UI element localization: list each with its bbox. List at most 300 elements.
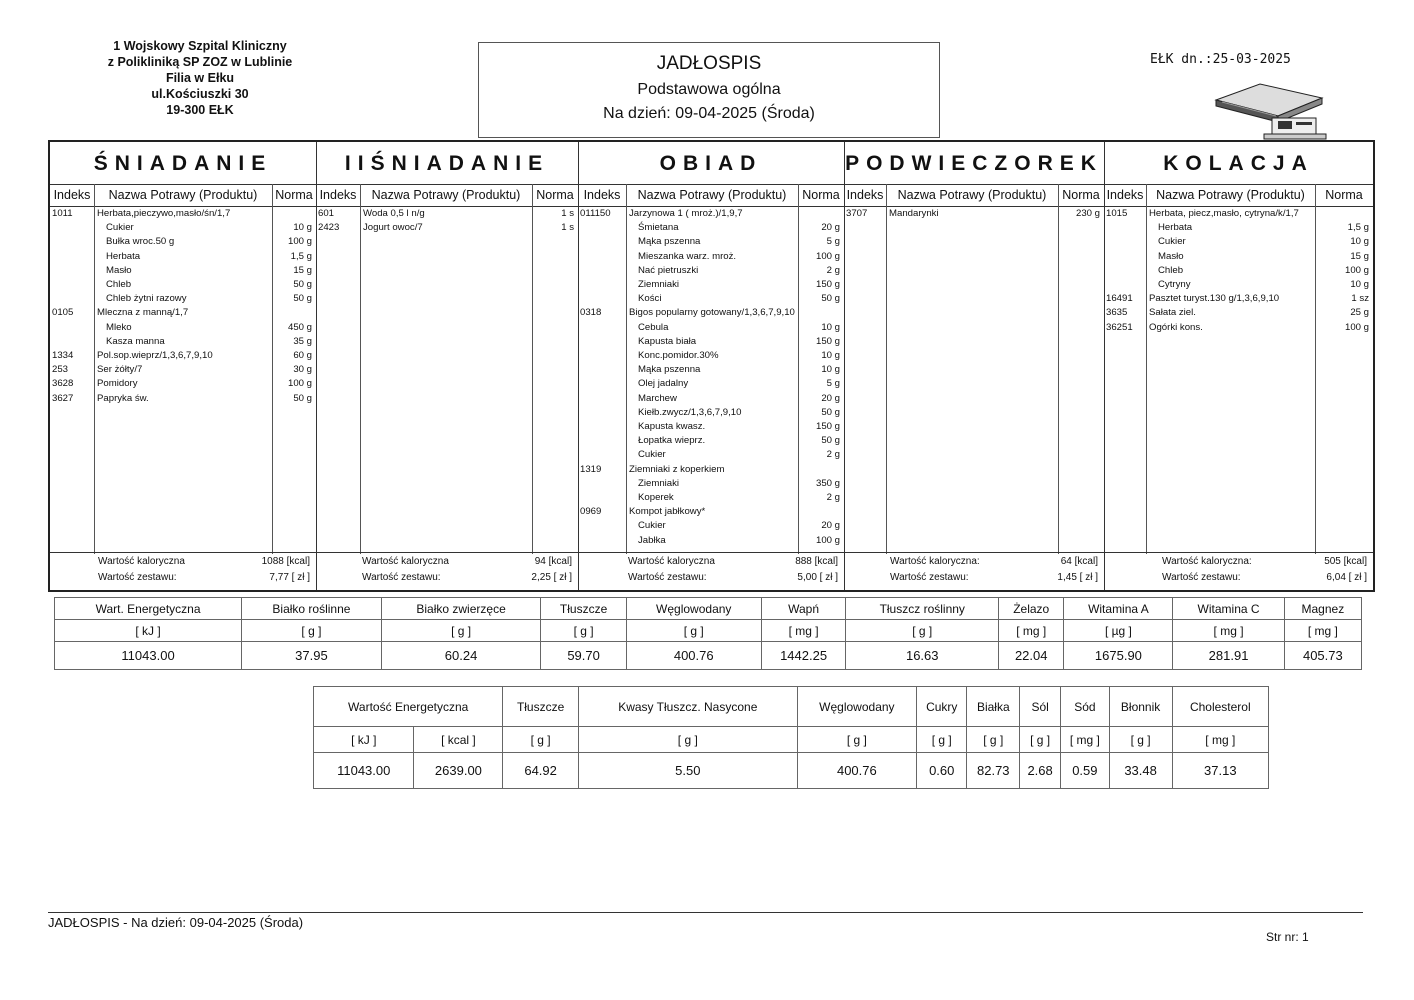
item-name: Mleczna z manną/1,7 [97, 307, 189, 319]
item-index: 3635 [1106, 307, 1128, 319]
column-header-index: Indeks [319, 188, 357, 202]
item-name: Herbata, piecz,masło, cytryna/k/1,7 [1149, 208, 1299, 219]
item-norm: 2 g [826, 449, 840, 461]
item-index: 3627 [52, 392, 74, 404]
nut2-value: 0.59 [1061, 753, 1109, 789]
column-headers [578, 184, 844, 207]
nut1-header: Tłuszcz roślinny [846, 598, 999, 620]
nut1-unit: [ µg ] [1064, 620, 1173, 642]
calorie-value: 94 [kcal] [534, 556, 572, 567]
item-name: Kiełb.zwycz/1,3,6,7,9,10 [638, 406, 742, 418]
totals-divider [50, 552, 316, 553]
item-name: Ogórki kons. [1149, 321, 1203, 333]
nut2-value: 400.76 [797, 753, 916, 789]
column-header-name: Nazwa Potrawy (Produktu) [108, 188, 258, 202]
item-norm: 50 g [293, 279, 312, 290]
calorie-value: 888 [kcal] [795, 556, 838, 567]
menu-item-row [578, 492, 844, 506]
column-header-norm: Norma [275, 188, 313, 202]
menu-item-row [50, 293, 316, 307]
nut2-unit: [ mg ] [1172, 727, 1268, 753]
item-name: Konc.pomidor.30% [638, 350, 719, 361]
item-norm: 350 g [815, 477, 840, 489]
item-name: Bigos popularny gotowany/1,3,6,7,9,10 [629, 307, 795, 319]
column-header-name: Nazwa Potrawy (Produktu) [371, 188, 521, 202]
item-norm: 10 g [821, 321, 840, 333]
document-title: JADŁOSPIS [656, 53, 762, 74]
column-header-name: Nazwa Potrawy (Produktu) [897, 188, 1047, 202]
menu-item-row [50, 208, 316, 222]
item-name: Cukier [638, 449, 666, 461]
footer-title: JADŁOSPIS - Na dzień: 09-04-2025 (Środa) [48, 915, 304, 930]
item-name: Pol.sop.wieprz/1,3,6,7,9,10 [97, 350, 213, 361]
column-header-name: Nazwa Potrawy (Produktu) [1156, 188, 1305, 202]
item-name: Masło [106, 264, 132, 276]
item-norm: 10 g [1350, 279, 1369, 290]
nut2-unit: [ g ] [1109, 727, 1172, 753]
item-norm: 50 g [821, 435, 840, 447]
item-norm: 150 g [815, 421, 840, 432]
item-norm: 2 g [826, 492, 840, 503]
diet-name: Podstawowa ogólna [637, 81, 781, 98]
menu-item-row [50, 322, 316, 336]
nut1-unit: [ mg ] [999, 620, 1064, 642]
nut1-header: Wart. Energetyczna [55, 598, 242, 620]
nut2-unit: [ mg ] [1061, 727, 1109, 753]
menu-item-row [578, 293, 844, 307]
meal-title: KOLACJA [1104, 142, 1373, 185]
nut1-value: 400.76 [626, 642, 761, 670]
menu-item-row [50, 222, 316, 236]
item-name: Sałata ziel. [1149, 307, 1196, 319]
totals-divider [578, 552, 844, 553]
hospital-line-1: 1 Wojskowy Szpital Kliniczny [113, 39, 287, 53]
item-name: Śmietana [638, 222, 679, 234]
menu-item-row [578, 307, 844, 321]
cost-value: 1,45 [ zł ] [1057, 572, 1098, 583]
item-name: Nać pietruszki [638, 264, 699, 276]
menu-item-row [50, 251, 316, 265]
item-norm: 100 g [1344, 321, 1369, 333]
item-name: Kapusta kwasz. [638, 421, 706, 432]
item-name: Chleb żytni razowy [106, 293, 187, 305]
menu-item-row [1104, 251, 1373, 265]
item-norm: 20 g [821, 222, 840, 234]
item-norm: 450 g [287, 321, 312, 333]
item-index: 36251 [1106, 321, 1133, 333]
nut2-value: 64.92 [503, 753, 578, 789]
item-name: Cukier [1158, 236, 1186, 248]
item-norm: 1 s [561, 208, 574, 219]
item-name: Woda 0,5 l n/g [363, 208, 425, 219]
column-header-index: Indeks [1106, 188, 1144, 202]
calorie-value: 64 [kcal] [1060, 556, 1098, 567]
nut1-unit: [ g ] [381, 620, 541, 642]
hospital-line-5: 19-300 EŁK [166, 103, 234, 117]
totals-divider [844, 552, 1104, 553]
item-norm: 60 g [293, 350, 312, 361]
nut2-value: 5.50 [578, 753, 797, 789]
nut1-value: 16.63 [846, 642, 999, 670]
hospital-line-3: Filia w Ełku [165, 71, 235, 85]
nut2-unit: [ g ] [1020, 727, 1061, 753]
item-name: Olej jadalny [638, 378, 689, 390]
item-norm: 10 g [821, 364, 840, 376]
nut2-unit: [ g ] [578, 727, 797, 753]
nut2-value: 2639.00 [414, 753, 503, 789]
nut1-unit: [ g ] [541, 620, 626, 642]
item-norm: 1 s [561, 222, 574, 234]
nut1-unit: [ mg ] [1173, 620, 1284, 642]
cost-value: 7,77 [ zł ] [269, 572, 310, 583]
item-name: Bułka wroc.50 g [106, 236, 175, 248]
item-name: Cebula [638, 321, 669, 333]
calorie-label: Wartość kaloryczna: [890, 556, 980, 567]
column-header-norm: Norma [536, 188, 574, 202]
menu-item-row [578, 535, 844, 549]
print-date: EŁK dn.:25-03-2025 [1150, 52, 1291, 67]
nut1-header: Białko roślinne [242, 598, 382, 620]
item-index: 3707 [846, 208, 868, 219]
menu-item-row [578, 265, 844, 279]
nut2-header: Białka [967, 687, 1020, 727]
item-name: Mieszanka warz. mroż. [638, 250, 737, 262]
menu-item-row [578, 208, 844, 222]
menu-item-row [50, 350, 316, 364]
column-header-index: Indeks [583, 188, 621, 202]
column-header-norm: Norma [802, 188, 840, 202]
nut1-header: Węglowodany [626, 598, 761, 620]
menu-item-row [1104, 236, 1373, 250]
item-norm: 5 g [826, 378, 840, 390]
item-name: Cukier [106, 222, 134, 234]
item-norm: 100 g [1344, 264, 1369, 276]
nut2-value: 33.48 [1109, 753, 1172, 789]
calorie-label: Wartość kaloryczna [362, 556, 449, 567]
item-norm: 100 g [287, 236, 312, 248]
hospital-line-2: z Polikliniką SP ZOZ w Lublinie [107, 55, 293, 69]
menu-item-row [50, 236, 316, 250]
menu-item-row [578, 464, 844, 478]
item-norm: 230 g [1075, 208, 1100, 219]
column-headers [1104, 184, 1373, 207]
item-index: 0969 [580, 506, 602, 518]
hospital-address [70, 38, 330, 118]
item-norm: 50 g [821, 406, 840, 418]
item-norm: 1 sz [1351, 293, 1369, 305]
nut2-unit: [ g ] [967, 727, 1020, 753]
item-norm: 1,5 g [1347, 222, 1369, 234]
item-norm: 100 g [815, 250, 840, 262]
item-index: 1319 [580, 463, 602, 475]
meal-section [578, 142, 845, 590]
menu-item-row [578, 236, 844, 250]
cost-value: 5,00 [ zł ] [797, 572, 838, 583]
nut1-header: Wapń [761, 598, 846, 620]
menu-table [48, 140, 1375, 592]
item-name: Pomidory [97, 378, 138, 390]
menu-item-row [578, 421, 844, 435]
item-norm: 50 g [821, 293, 840, 305]
menu-item-row [578, 378, 844, 392]
item-index: 601 [318, 208, 335, 219]
nut1-value: 1675.90 [1064, 642, 1173, 670]
footer-divider [48, 912, 1363, 913]
nut1-value: 59.70 [541, 642, 626, 670]
item-index: 3628 [52, 378, 74, 390]
calorie-label: Wartość kaloryczna [628, 556, 715, 567]
column-header-index: Indeks [53, 188, 91, 202]
item-name: Jabłka [638, 534, 666, 546]
item-name: Jogurt owoc/7 [363, 222, 423, 234]
meal-title: OBIAD [578, 142, 844, 185]
item-name: Mleko [106, 321, 132, 333]
page-number: Str nr: 1 [1266, 930, 1309, 944]
menu-item-row [578, 279, 844, 293]
item-name: Papryka św. [97, 392, 149, 404]
menu-item-row [1104, 208, 1373, 222]
calorie-value: 505 [kcal] [1324, 556, 1367, 567]
nut2-header: Tłuszcze [503, 687, 578, 727]
menu-item-row [844, 208, 1104, 222]
item-name: Masło [1158, 250, 1184, 262]
meal-section [844, 142, 1105, 590]
column-headers [316, 184, 578, 207]
nut2-unit: [ g ] [503, 727, 578, 753]
item-name: Koperek [638, 492, 674, 503]
item-name: Cytryny [1158, 279, 1191, 290]
nut1-value: 22.04 [999, 642, 1064, 670]
menu-item-row [50, 364, 316, 378]
nut1-unit: [ mg ] [761, 620, 846, 642]
cost-label: Wartość zestawu: [628, 572, 707, 583]
item-name: Ziemniaki [638, 477, 680, 489]
cost-label: Wartość zestawu: [362, 572, 441, 583]
menu-item-row [578, 449, 844, 463]
totals-divider [316, 552, 578, 553]
cost-value: 2,25 [ zł ] [531, 572, 572, 583]
item-norm: 35 g [293, 335, 312, 347]
item-norm: 150 g [815, 335, 840, 347]
item-norm: 30 g [293, 364, 312, 376]
menu-item-row [50, 378, 316, 392]
item-name: Kapusta biała [638, 335, 697, 347]
menu-item-row [578, 350, 844, 364]
nut1-value: 281.91 [1173, 642, 1284, 670]
nut2-header: Węglowodany [797, 687, 916, 727]
menu-item-row [578, 478, 844, 492]
item-name: Ser żółty/7 [97, 364, 143, 376]
item-index: 0318 [580, 307, 602, 319]
item-norm: 10 g [821, 350, 840, 361]
nut2-unit: [ kJ ] [314, 727, 414, 753]
menu-item-row [50, 307, 316, 321]
item-name: Cukier [638, 520, 666, 532]
column-header-norm: Norma [1325, 188, 1363, 202]
item-index: 2423 [318, 222, 340, 234]
nut1-value: 11043.00 [55, 642, 242, 670]
meal-title: ŚNIADANIE [50, 142, 316, 185]
item-name: Marchew [638, 392, 677, 404]
totals-divider [1104, 552, 1373, 553]
item-name: Mandarynki [889, 208, 939, 219]
nut1-header: Witamina A [1064, 598, 1173, 620]
item-name: Ziemniaki [638, 279, 680, 290]
nut1-value: 405.73 [1284, 642, 1361, 670]
item-index: 253 [52, 364, 69, 376]
nut2-value: 0.60 [916, 753, 967, 789]
menu-item-row [578, 393, 844, 407]
menu-item-row [1104, 222, 1373, 236]
menu-item-row [50, 336, 316, 350]
item-index: 011150 [580, 208, 611, 219]
nut2-unit: [ g ] [797, 727, 916, 753]
item-name: Chleb [1158, 264, 1184, 276]
menu-item-row [1104, 265, 1373, 279]
menu-item-row [1104, 307, 1373, 321]
nut1-value: 1442.25 [761, 642, 846, 670]
calorie-label: Wartość kaloryczna [98, 556, 185, 567]
item-index: 16491 [1106, 293, 1133, 305]
nut1-unit: [ g ] [626, 620, 761, 642]
menu-item-row [578, 520, 844, 534]
item-name: Kości [638, 293, 662, 305]
nut2-header-energy: Wartość Energetyczna [314, 687, 503, 727]
menu-date: Na dzień: 09-04-2025 (Środa) [603, 105, 815, 122]
menu-item-row [1104, 293, 1373, 307]
menu-item-row [316, 222, 578, 236]
nut1-header: Magnez [1284, 598, 1361, 620]
column-divider [886, 184, 887, 554]
item-norm: 5 g [826, 236, 840, 248]
column-header-name: Nazwa Potrawy (Produktu) [637, 188, 787, 202]
item-index: 1015 [1106, 208, 1128, 219]
nut2-header: Cukry [916, 687, 967, 727]
nut2-value: 37.13 [1172, 753, 1268, 789]
nut2-header: Cholesterol [1172, 687, 1268, 727]
column-divider [532, 184, 533, 554]
item-name: Mąka pszenna [638, 364, 701, 376]
item-name: Herbata [106, 250, 141, 262]
menu-item-row [50, 279, 316, 293]
menu-item-row [1104, 279, 1373, 293]
nut1-unit: [ kJ ] [55, 620, 242, 642]
meal-title: PODWIECZOREK [844, 142, 1104, 185]
item-name: Pasztet turyst.130 g/1,3,6,9,10 [1149, 293, 1280, 305]
item-name: Kompot jabłkowy* [629, 506, 706, 518]
nut1-value: 37.95 [242, 642, 382, 670]
menu-item-row [578, 222, 844, 236]
nut2-header: Kwasy Tłuszcz. Nasycone [578, 687, 797, 727]
item-norm: 10 g [1350, 236, 1369, 248]
column-header-index: Indeks [846, 188, 884, 202]
nut1-header: Tłuszcze [541, 598, 626, 620]
item-norm: 15 g [293, 264, 312, 276]
meal-section [50, 142, 317, 590]
menu-item-row [50, 265, 316, 279]
hospital-line-4: ul.Kościuszki 30 [151, 87, 249, 101]
nut2-unit: [ kcal ] [414, 727, 503, 753]
meal-title: IIŚNIADANIE [316, 142, 578, 185]
item-norm: 50 g [293, 293, 312, 305]
nut1-value: 60.24 [381, 642, 541, 670]
item-norm: 20 g [821, 520, 840, 532]
item-norm: 1,5 g [290, 250, 312, 262]
item-norm: 25 g [1350, 307, 1369, 319]
nut2-value: 82.73 [967, 753, 1020, 789]
meal-section [1104, 142, 1373, 590]
menu-item-row [578, 506, 844, 520]
nut2-value: 2.68 [1020, 753, 1061, 789]
item-norm: 10 g [293, 222, 312, 234]
item-name: Łopatka wieprz. [638, 435, 706, 447]
item-name: Mąka pszenna [638, 236, 701, 248]
cost-label: Wartość zestawu: [1162, 572, 1241, 583]
column-divider [360, 184, 361, 554]
nut1-header: Białko zwierzęce [381, 598, 541, 620]
item-name: Herbata,pieczywo,masło/śn/1,7 [97, 208, 231, 219]
nut1-header: Żelazo [999, 598, 1064, 620]
nutrition-table-1 [54, 597, 1362, 670]
menu-item-row [578, 251, 844, 265]
menu-item-row [578, 364, 844, 378]
item-norm: 100 g [287, 378, 312, 390]
nut1-unit: [ mg ] [1284, 620, 1361, 642]
item-index: 0105 [52, 307, 74, 319]
nut2-value: 11043.00 [314, 753, 414, 789]
nut1-unit: [ g ] [846, 620, 999, 642]
item-name: Herbata [1158, 222, 1193, 234]
nut2-header: Sód [1061, 687, 1109, 727]
title-box [478, 42, 940, 138]
column-divider [1058, 184, 1059, 554]
item-norm: 20 g [821, 392, 840, 404]
column-header-norm: Norma [1062, 188, 1100, 202]
item-norm: 15 g [1350, 250, 1369, 262]
meal-section [316, 142, 579, 590]
calorie-label: Wartość kaloryczna: [1162, 556, 1252, 567]
nut2-unit: [ g ] [916, 727, 967, 753]
item-norm: 2 g [826, 264, 840, 276]
menu-item-row [578, 435, 844, 449]
item-name: Ziemniaki z koperkiem [629, 463, 725, 475]
menu-item-row [1104, 322, 1373, 336]
nut2-header: Błonnik [1109, 687, 1172, 727]
menu-item-row [578, 336, 844, 350]
item-norm: 100 g [815, 534, 840, 546]
item-name: Jarzynowa 1 ( mroż.)/1,9,7 [629, 208, 743, 219]
item-norm: 50 g [293, 392, 312, 404]
cost-label: Wartość zestawu: [98, 572, 177, 583]
menu-item-row [316, 208, 578, 222]
calorie-value: 1088 [kcal] [261, 556, 310, 567]
column-headers [844, 184, 1104, 207]
item-index: 1334 [52, 350, 74, 361]
nut2-header: Sól [1020, 687, 1061, 727]
nutrition-table-2 [313, 686, 1269, 789]
cost-label: Wartość zestawu: [890, 572, 969, 583]
column-headers [50, 184, 316, 207]
nut1-unit: [ g ] [242, 620, 382, 642]
nut1-header: Witamina C [1173, 598, 1284, 620]
menu-item-row [578, 407, 844, 421]
menu-item-row [578, 322, 844, 336]
item-norm: 150 g [815, 279, 840, 290]
item-name: Kasza manna [106, 335, 165, 347]
item-index: 1011 [52, 208, 73, 219]
menu-item-row [50, 393, 316, 407]
book-computer-icon [1212, 78, 1332, 140]
